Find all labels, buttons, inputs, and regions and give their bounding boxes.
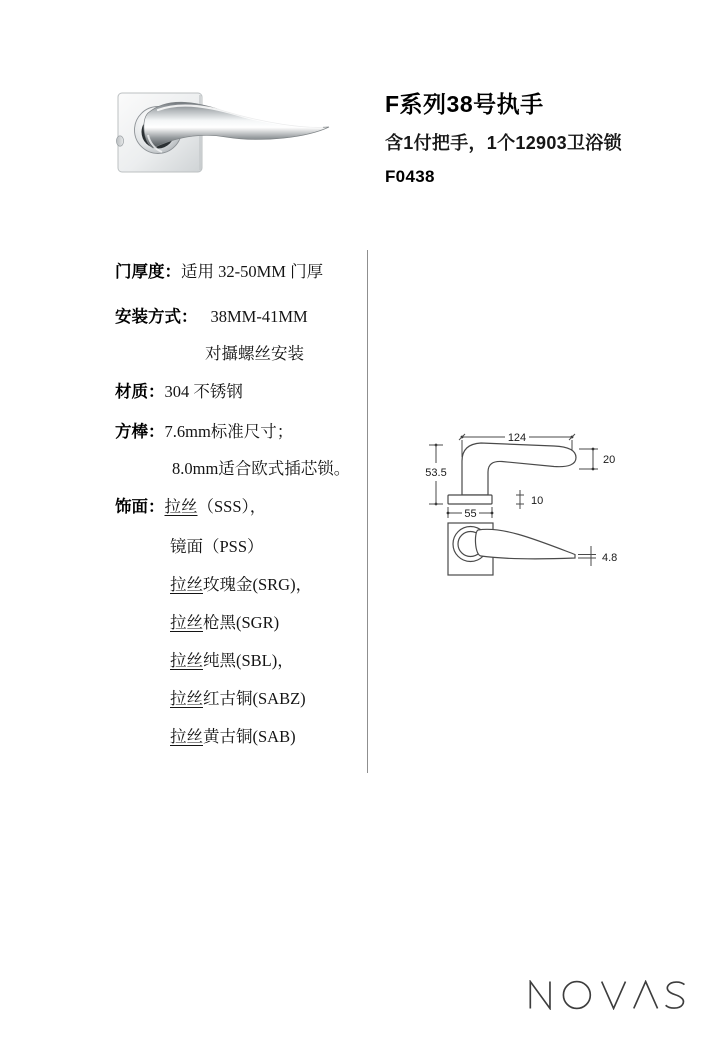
spec-value: 黄古铜(SAB) (203, 727, 296, 746)
spec-label: 安装方式： (115, 307, 198, 326)
product-photo (112, 83, 340, 208)
spec-label: 材质： (115, 382, 165, 401)
logo-letter-a (634, 982, 658, 1009)
logo-letter-v (602, 982, 626, 1009)
finish-name-underlined: 拉丝 (170, 575, 203, 594)
spec-value: 枪黑(SGR) (203, 613, 280, 632)
technical-drawing (415, 413, 640, 608)
dim-tip-thickness-label: 4.8 (602, 552, 618, 564)
spec-value: 纯黑(SBL)， (203, 651, 294, 670)
spec-row-finish-srg (170, 575, 312, 595)
spec-value: 7.6mm标准尺寸； (164, 422, 294, 441)
spec-label: 饰面： (115, 497, 165, 516)
spec-row-finish-sgr (170, 613, 279, 633)
vertical-divider (367, 250, 368, 773)
dim-end (592, 448, 595, 451)
spec-row-material (115, 382, 243, 402)
spec-value: （SSS）， (197, 497, 267, 516)
finish-name-underlined: 拉丝 (170, 651, 203, 670)
logo-letter-s (666, 982, 685, 1008)
spec-row-finish-sbl (170, 651, 294, 671)
spec-value: 38MM-41MM (210, 307, 308, 326)
product-header (385, 90, 705, 187)
logo-letter-n (530, 982, 550, 1009)
dim-rose-width-label: 55 (464, 508, 477, 520)
spec-value: 红古铜(SABZ) (203, 689, 306, 708)
spec-value: 镜面（PSS） (170, 537, 264, 556)
dim-end (491, 512, 494, 515)
drawing-lever-front (475, 529, 575, 559)
finish-name-underlined: 拉丝 (164, 497, 198, 516)
spec-label: 门厚度： (115, 262, 181, 281)
dim-total-height-label: 53.5 (425, 467, 447, 479)
logo-letter-o (563, 982, 590, 1009)
spec-value: 304 不锈钢 (164, 382, 243, 401)
dim-lever-height-label: 20 (603, 454, 616, 466)
spec-row-finish (115, 497, 266, 517)
finish-name-underlined: 拉丝 (170, 613, 203, 632)
product-title: F系列38号执手 (385, 91, 544, 117)
drawing-handle-side-profile (462, 443, 576, 495)
dim-rose-thickness-label: 10 (531, 495, 544, 507)
spec-value: 对攝螺丝安装 (205, 344, 304, 363)
spec-row-door-thickness (115, 262, 323, 282)
finish-name-underlined: 拉丝 (170, 727, 203, 746)
novas-logo (528, 980, 694, 1010)
photo-thumbturn-nub (116, 136, 123, 146)
spec-value: 8.0mm适合欧式插芯锁。 (172, 459, 351, 478)
spec-row-installation-note (205, 344, 304, 364)
drawing-rose-side (448, 495, 492, 504)
spec-row-installation (115, 307, 308, 327)
spec-row-finish-sabz (170, 689, 306, 709)
product-subtitle: 含1付把手，1个12903卫浴锁 (385, 133, 622, 153)
spec-label: 方棒： (115, 422, 165, 441)
spec-value: 适用 32-50MM 门厚 (181, 262, 324, 281)
dim-length-label: 124 (507, 432, 527, 444)
spec-row-finish-sab (170, 727, 296, 747)
spec-row-spindle (115, 422, 293, 442)
spec-row-spindle-note (172, 459, 350, 479)
spec-row-finish-pss (170, 537, 264, 557)
finish-name-underlined: 拉丝 (170, 689, 203, 708)
dim-end (447, 512, 450, 515)
dim-end (592, 468, 595, 471)
spec-value: 玫瑰金(SRG)， (203, 575, 313, 594)
product-model-code: F0438 (385, 167, 435, 186)
